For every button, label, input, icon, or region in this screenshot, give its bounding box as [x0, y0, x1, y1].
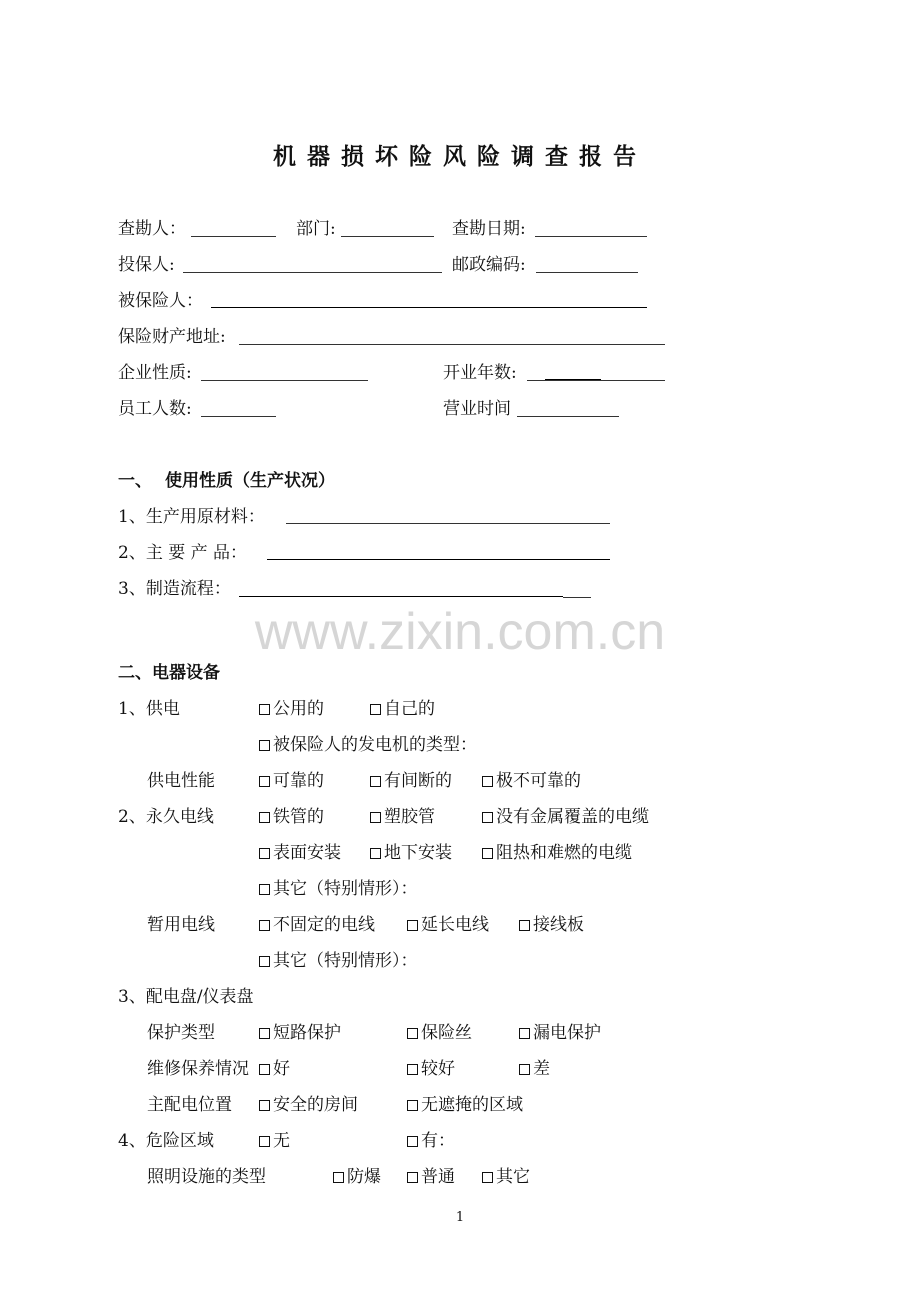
- option-yes[interactable]: [407, 1131, 455, 1151]
- option-ordinary[interactable]: [407, 1167, 455, 1187]
- option-label: 塑胶管: [384, 807, 435, 827]
- option-label: 有间断的: [384, 771, 452, 791]
- manufacturing-process-field-tail: [563, 597, 591, 598]
- checkbox[interactable]: [407, 1028, 418, 1039]
- option-fuse[interactable]: [407, 1023, 472, 1043]
- policyholder-label: 投保人:: [118, 255, 175, 275]
- checkbox[interactable]: [259, 1064, 270, 1075]
- checkbox[interactable]: [407, 1136, 418, 1147]
- option-label: 不固定的电线: [273, 915, 375, 935]
- option-label: 铁管的: [273, 807, 324, 827]
- inspection-date-label: 查勘日期:: [452, 219, 526, 239]
- option-unfixed-wire[interactable]: [259, 915, 375, 935]
- panel-label: 3、配电盘/仪表盘: [118, 987, 254, 1007]
- checkbox[interactable]: [370, 812, 381, 823]
- checkbox[interactable]: [407, 920, 418, 931]
- checkbox[interactable]: [370, 704, 381, 715]
- checkbox[interactable]: [407, 1172, 418, 1183]
- checkbox[interactable]: [259, 1028, 270, 1039]
- option-label: 自己的: [384, 699, 435, 719]
- option-unsheltered-area[interactable]: [407, 1095, 523, 1115]
- option-very-unreliable[interactable]: [482, 771, 581, 791]
- option-intermittent[interactable]: [370, 771, 452, 791]
- option-label: 其它: [496, 1167, 530, 1187]
- option-extension-wire[interactable]: [407, 915, 489, 935]
- option-label: 阻热和难燃的电缆: [496, 843, 632, 863]
- option-iron-pipe[interactable]: [259, 807, 324, 827]
- business-hours-field[interactable]: [517, 416, 619, 417]
- years-in-business-field[interactable]: [527, 380, 665, 381]
- watermark: www.zixin.com.cn: [254, 603, 666, 661]
- option-other-special-1[interactable]: [259, 879, 418, 899]
- option-explosion-proof[interactable]: [333, 1167, 381, 1187]
- checkbox[interactable]: [259, 884, 270, 895]
- years-in-business-label: 开业年数:: [443, 363, 517, 383]
- manufacturing-process-label: 3、制造流程：: [118, 579, 231, 599]
- main-products-field[interactable]: [267, 559, 610, 560]
- checkbox[interactable]: [370, 848, 381, 859]
- option-surface-install[interactable]: [259, 843, 341, 863]
- section2-heading: 二、电器设备: [118, 663, 220, 683]
- option-public[interactable]: [259, 699, 324, 719]
- section1-number: 一、: [118, 471, 152, 491]
- checkbox[interactable]: [259, 704, 270, 715]
- employees-label: 员工人数:: [118, 399, 192, 419]
- option-other[interactable]: [482, 1167, 530, 1187]
- checkbox[interactable]: [519, 1064, 530, 1075]
- temp-wiring-label: 暂用电线: [147, 915, 215, 935]
- option-plastic-pipe[interactable]: [370, 807, 435, 827]
- option-generator-type[interactable]: [259, 735, 477, 755]
- raw-materials-field[interactable]: [286, 523, 610, 524]
- property-address-field[interactable]: [239, 344, 665, 345]
- option-label: 防爆: [347, 1167, 381, 1187]
- checkbox[interactable]: [259, 740, 270, 751]
- department-label: 部门:: [296, 219, 336, 239]
- checkbox[interactable]: [259, 1136, 270, 1147]
- option-no-metal-cable[interactable]: [482, 807, 649, 827]
- maintenance-label: 维修保养情况: [147, 1059, 249, 1079]
- raw-materials-label: 1、生产用原材料：: [118, 507, 265, 527]
- checkbox[interactable]: [259, 776, 270, 787]
- inspector-label: 查勘人：: [118, 219, 186, 239]
- option-leakage[interactable]: [519, 1023, 601, 1043]
- postcode-field[interactable]: [536, 272, 638, 273]
- option-reliable[interactable]: [259, 771, 324, 791]
- checkbox[interactable]: [482, 776, 493, 787]
- checkbox[interactable]: [407, 1064, 418, 1075]
- option-label: 较好: [421, 1059, 455, 1079]
- option-label: 差: [533, 1059, 550, 1079]
- supply-performance-label: 供电性能: [147, 771, 215, 791]
- option-fairly-good[interactable]: [407, 1059, 455, 1079]
- checkbox[interactable]: [482, 812, 493, 823]
- checkbox[interactable]: [519, 920, 530, 931]
- option-label: 接线板: [533, 915, 584, 935]
- option-label: 短路保护: [273, 1023, 341, 1043]
- insured-label: 被保险人：: [118, 291, 203, 311]
- checkbox[interactable]: [519, 1028, 530, 1039]
- checkbox[interactable]: [259, 920, 270, 931]
- option-label: 极不可靠的: [496, 771, 581, 791]
- postcode-label: 邮政编码:: [452, 255, 526, 275]
- option-label: 地下安装: [384, 843, 452, 863]
- option-other-special-2[interactable]: [259, 951, 418, 971]
- enterprise-nature-label: 企业性质:: [118, 363, 192, 383]
- checkbox[interactable]: [482, 1172, 493, 1183]
- hazard-area-label: 4、危险区域: [118, 1131, 214, 1151]
- option-flame-retardant-cable[interactable]: [482, 843, 632, 863]
- main-panel-location-label: 主配电位置: [147, 1095, 232, 1115]
- option-label: 无遮掩的区域: [421, 1095, 523, 1115]
- main-products-label: 2、主 要 产 品：: [118, 543, 248, 563]
- checkbox[interactable]: [370, 776, 381, 787]
- option-label: 没有金属覆盖的电缆: [496, 807, 649, 827]
- protection-type-label: 保护类型: [147, 1023, 215, 1043]
- option-poor[interactable]: [519, 1059, 550, 1079]
- option-short-circuit[interactable]: [259, 1023, 341, 1043]
- option-underground-install[interactable]: [370, 843, 452, 863]
- enterprise-nature-field[interactable]: [201, 380, 368, 381]
- option-label: 其它（特别情形）：: [273, 951, 418, 971]
- section1-heading: 使用性质（生产状况）: [165, 471, 335, 491]
- permanent-wiring-label: 2、永久电线: [118, 807, 214, 827]
- manufacturing-process-field[interactable]: [239, 596, 563, 597]
- option-label: 普通: [421, 1167, 455, 1187]
- business-hours-label: 营业时间: [443, 399, 511, 419]
- insured-field[interactable]: [211, 307, 647, 308]
- option-label: 好: [273, 1059, 290, 1079]
- option-label: 可靠的: [273, 771, 324, 791]
- option-label: 无: [273, 1131, 290, 1151]
- option-label: 公用的: [273, 699, 324, 719]
- option-label: 被保险人的发电机的类型：: [273, 735, 477, 755]
- option-label: 延长电线: [421, 915, 489, 935]
- option-label: 其它（特别情形）：: [273, 879, 418, 899]
- checkbox[interactable]: [482, 848, 493, 859]
- option-label: 表面安装: [273, 843, 341, 863]
- checkbox[interactable]: [259, 812, 270, 823]
- years-in-business-underline: [545, 379, 601, 380]
- option-safe-room[interactable]: [259, 1095, 358, 1115]
- page-number: 1: [455, 1210, 465, 1225]
- inspection-date-field[interactable]: [535, 236, 647, 237]
- checkbox[interactable]: [407, 1100, 418, 1111]
- checkbox[interactable]: [333, 1172, 344, 1183]
- checkbox[interactable]: [259, 956, 270, 967]
- department-field[interactable]: [341, 236, 434, 237]
- checkbox[interactable]: [259, 848, 270, 859]
- option-label: 安全的房间: [273, 1095, 358, 1115]
- option-terminal-board[interactable]: [519, 915, 584, 935]
- checkbox[interactable]: [259, 1100, 270, 1111]
- inspector-field[interactable]: [191, 236, 276, 237]
- option-label: 有：: [421, 1131, 455, 1151]
- option-label: 漏电保护: [533, 1023, 601, 1043]
- property-address-label: 保险财产地址:: [118, 327, 226, 347]
- option-none[interactable]: [259, 1131, 290, 1151]
- page-title: 机器损坏险风险调查报告: [273, 143, 647, 170]
- lighting-type-label: 照明设施的类型: [147, 1167, 266, 1187]
- option-own[interactable]: [370, 699, 435, 719]
- policyholder-field[interactable]: [183, 272, 442, 273]
- option-label: 保险丝: [421, 1023, 472, 1043]
- power-supply-label: 1、供电: [118, 699, 180, 719]
- option-good[interactable]: [259, 1059, 290, 1079]
- employees-field[interactable]: [201, 416, 276, 417]
